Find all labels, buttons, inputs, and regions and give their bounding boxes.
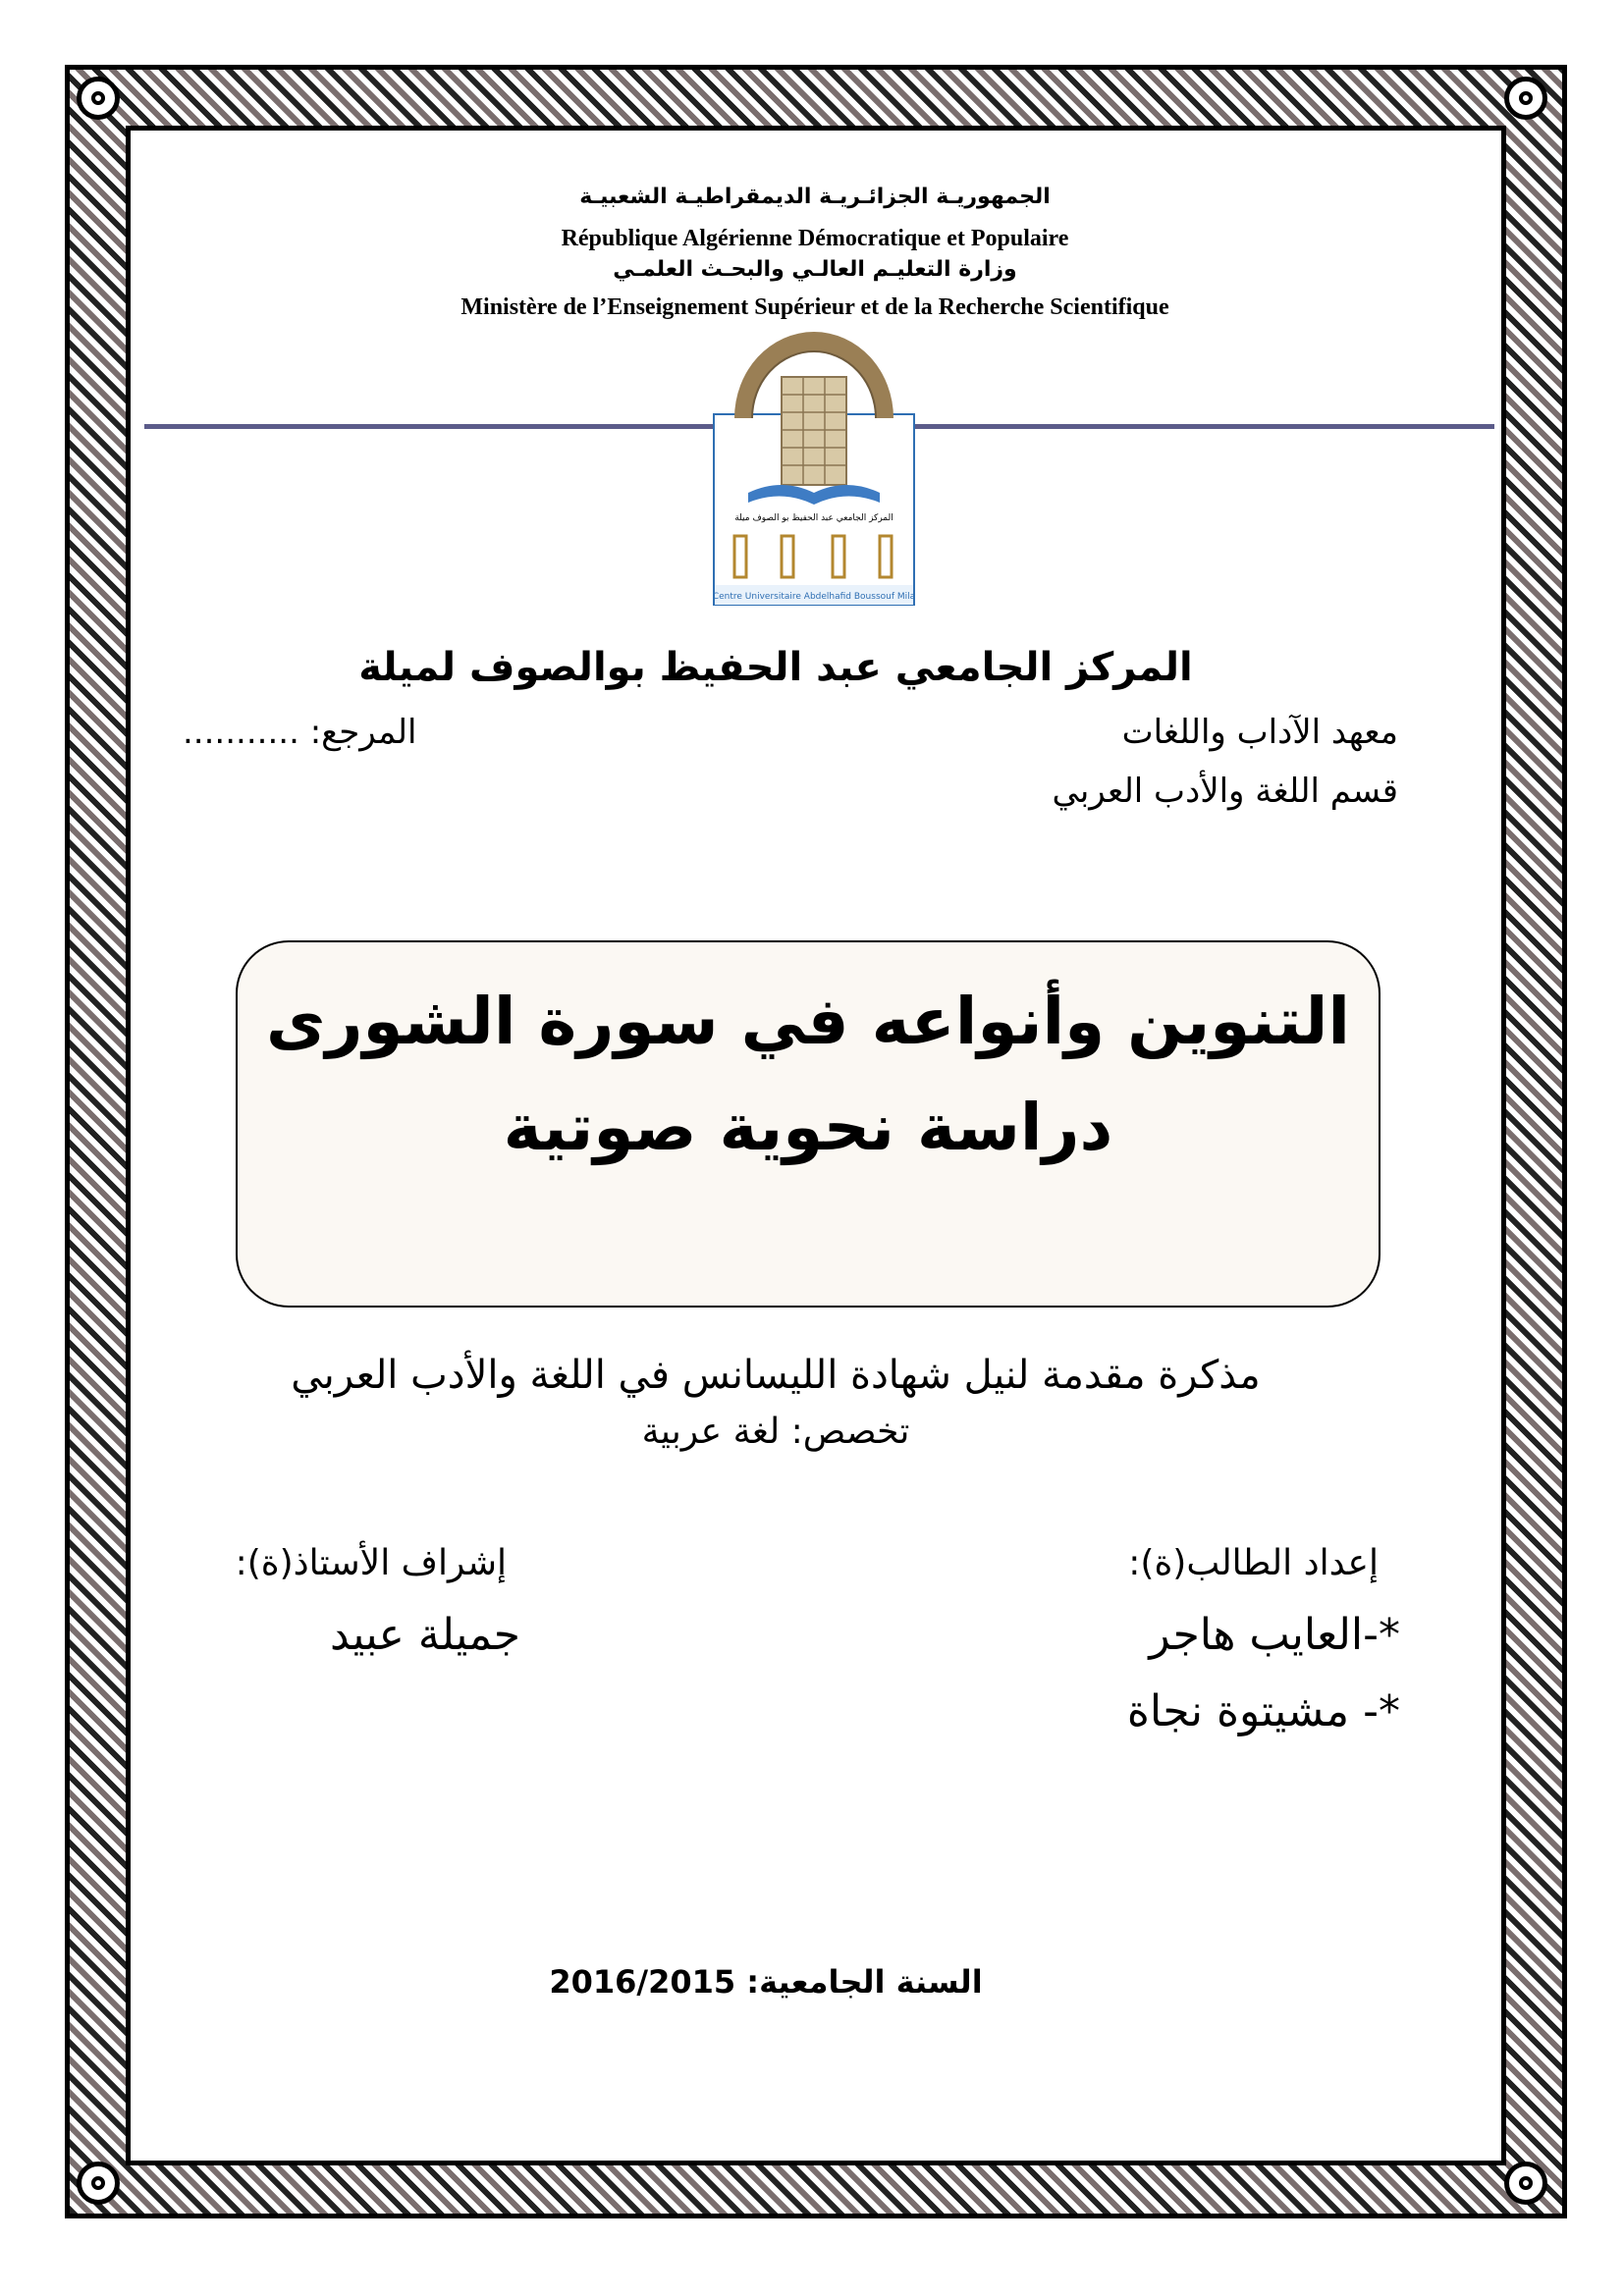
header-rule-left xyxy=(144,424,714,429)
frame-corner-ornament-icon xyxy=(1504,77,1547,120)
student-name: *- مشيتوة نجاة xyxy=(1126,1686,1400,1736)
academic-year-label: السنة الجامعية: xyxy=(746,1963,983,2001)
thesis-title: التنوين وأنواعه في سورة الشورى xyxy=(266,984,1350,1059)
frame-corner-ornament-icon xyxy=(1504,2162,1547,2205)
logo-caption-french: Centre Universitaire Abdelhafid Boussouf Mila xyxy=(713,592,915,602)
ministry-name-french: Ministère de l’Enseignement Supérieur et de la Recherche Scientifique xyxy=(460,294,1169,320)
thesis-subtitle: دراسة نحوية صوتية xyxy=(503,1090,1113,1165)
republic-name-arabic: الجمهوريـة الجزائـريـة الديمقراطيـة الشعبيـة xyxy=(579,185,1051,209)
thesis-title-box xyxy=(236,940,1380,1308)
republic-name-french: République Algérienne Démocratique et Populaire xyxy=(561,226,1069,251)
frame-corner-ornament-icon xyxy=(77,2162,120,2205)
ministry-name-arabic: وزارة التعليـم العالـي والبحـث العلمـي xyxy=(613,257,1017,282)
academic-year-value: 2016/2015 xyxy=(549,1963,736,2001)
header-rule-right xyxy=(915,424,1494,429)
frame-corner-ornament-icon xyxy=(77,77,120,120)
logo-caption-arabic: المركز الجامعي عبد الحفيظ بو الصوف ميلة xyxy=(734,513,893,523)
supervisor-name: جميلة عبيد xyxy=(330,1610,520,1660)
reference-number: المرجع: ........... xyxy=(183,713,417,752)
university-logo xyxy=(713,328,915,607)
specialty: تخصص: لغة عربية xyxy=(641,1412,910,1452)
university-center-name: المركز الجامعي عبد الحفيظ بوالصوف لميلة xyxy=(358,645,1193,690)
student-name: *-العايب هاجر xyxy=(1149,1610,1400,1660)
department-name: قسم اللغة والأدب العربي xyxy=(1052,772,1398,811)
academic-year xyxy=(491,1963,1041,2001)
institute-name: معهد الآداب واللغات xyxy=(1121,713,1398,752)
supervisor-label: إشراف الأستاذ(ة): xyxy=(235,1543,507,1583)
memo-description: مذكرة مقدمة لنيل شهادة الليسانس في اللغة والأدب العربي xyxy=(291,1353,1261,1398)
students-label: إعداد الطالب(ة): xyxy=(1128,1543,1379,1583)
